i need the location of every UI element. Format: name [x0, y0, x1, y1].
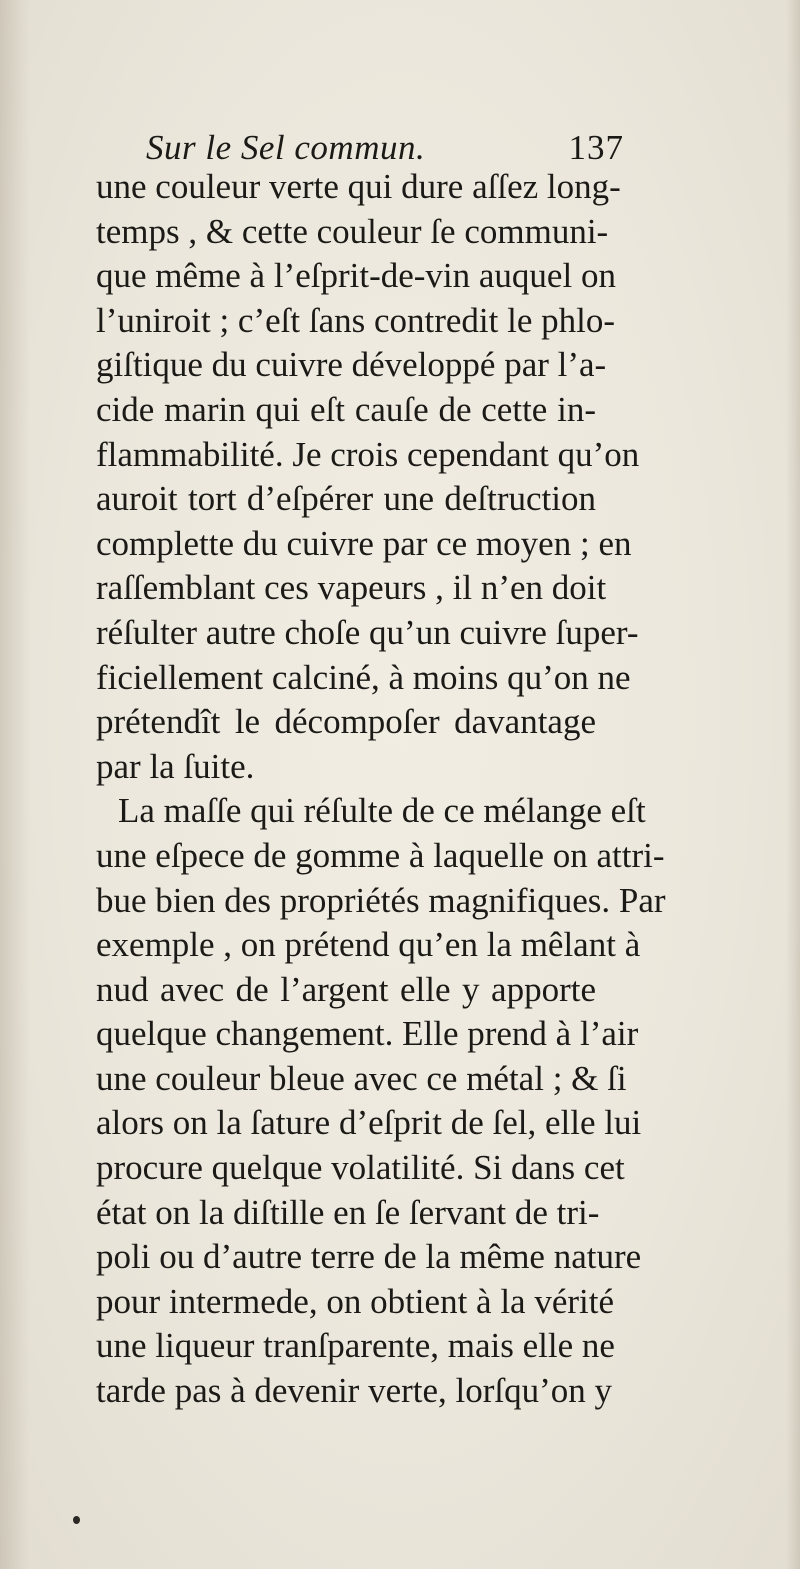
text-line: giſtique du cuivre développé par l’a-	[96, 345, 607, 385]
text-line: réſulter autre choſe qu’un cuivre ſuper-	[96, 612, 639, 652]
running-title: Sur le Sel commun.	[146, 128, 426, 167]
paragraph-end-line: par la ſuite.	[96, 746, 255, 786]
text-line: complette du cuivre par ce moyen ; en	[96, 523, 632, 563]
text-line: une liqueur tranſparente, mais elle ne	[96, 1326, 615, 1366]
text-line: tarde pas à devenir verte, lorſqu’on y	[96, 1371, 613, 1411]
text-line: bue bien des propriétés magnifiques. Par	[96, 880, 666, 920]
text-line: prétendît le décompoſer davantage	[96, 702, 596, 742]
body-text	[96, 165, 666, 1414]
text-line: temps , & cette couleur ſe communi-	[96, 211, 609, 251]
text-line: flammabilité. Je crois cependant qu’on	[96, 434, 640, 474]
text-line: procure quelque volatilité. Si dans cet	[96, 1148, 625, 1188]
text-line: une eſpece de gomme à laquelle on attri-	[96, 835, 665, 875]
text-line: une couleur bleue avec ce métal ; & ſi	[96, 1058, 627, 1098]
paragraph-start-line: La maſſe qui réſulte de ce mélange eſt	[118, 791, 646, 831]
text-line: nud avec de l’argent elle y apporte	[96, 969, 596, 1009]
text-line: une couleur verte qui dure aſſez long-	[96, 167, 621, 206]
text-line: état on la diſtille en ſe ſervant de tri-	[96, 1192, 600, 1232]
ink-speck	[73, 1516, 80, 1524]
text-line: raſſemblant ces vapeurs , il n’en doit	[96, 568, 607, 608]
text-line: auroit tort d’eſpérer une deſtruction	[96, 479, 596, 519]
text-line: quelque changement. Elle prend à l’air	[96, 1014, 639, 1054]
text-line: que même à l’eſprit-de-vin auquel on	[96, 256, 616, 296]
text-line: l’uniroit ; c’eſt ſans contredit le phlo-	[96, 300, 616, 340]
page-number: 137	[568, 128, 624, 167]
text-line: poli ou d’autre terre de la même nature	[96, 1237, 642, 1277]
text-line: cide marin qui eſt cauſe de cette in-	[96, 389, 596, 429]
text-line: exemple , on prétend qu’en la mêlant à	[96, 925, 641, 965]
text-line: alors on la ſature d’eſprit de ſel, elle lui	[96, 1103, 642, 1143]
text-line: ficiellement calciné, à moins qu’on ne	[96, 657, 631, 697]
text-line: pour intermede, on obtient à la vérité	[96, 1281, 615, 1321]
